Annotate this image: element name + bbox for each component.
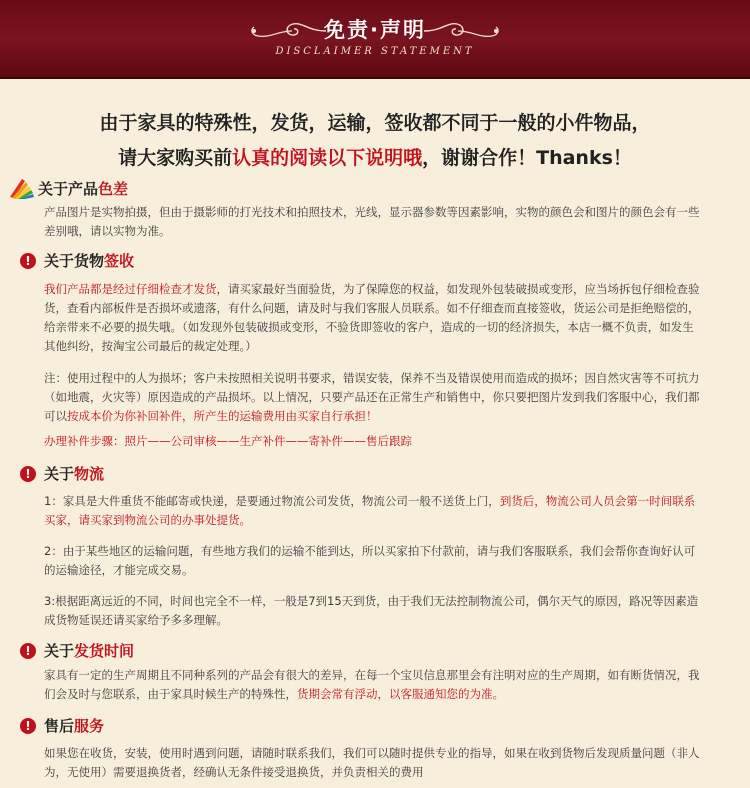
goods-p3-highlight: 办理补件步骤：照片——公司审核——生产补件——寄补件——售后跟踪 [44,434,412,448]
warning-icon: ! [20,643,36,659]
shipping-p1-highlight: 货期会常有浮动，以客服通知您的为准。 [297,687,504,701]
goods-p2-text: 注：使用过程中的人为损坏；客户未按照相关说明书要求，错误安装，保养不当及错误使用而造成的损坏；因自然灾害等不可抗力（如地震，火灾等）原因造成的产品损坏。以上情况，只要产品还在正常生产和销售中，你只要把图片发到我们客服中心，我们都可以 [44,371,700,423]
section-title-shipping-accent: 发货时间 [74,642,135,660]
section-title-goods [20,250,134,271]
intro-line-1: 由于家具的特殊性，发货，运输，签收都不同于一般的小件物品， [99,112,651,134]
goods-paragraph-3 [44,432,704,451]
goods-paragraph-2 [44,369,704,426]
logistics-paragraph-1 [44,492,704,530]
section-title-color [20,177,128,199]
intro-line-2-a: 请大家购买前 [118,147,233,169]
goods-p1-highlight: 我们产品都是经过仔细检查才发货 [44,282,217,296]
logistics-p1-text: 1：家具是大件重货不能邮寄或快递，是要通过物流公司发货，物流公司一般不送货上门， [44,494,500,508]
goods-p1-text: ，请买家最好当面验货，为了保障您的权益，如发现外包装破损或变形，应当场拆包仔细检查验货，查看内部板件是否损坏或遗落，有什么问题，请及时与我们客服人员联系。如不仔细查而直接签收，货运公司是拒绝赔偿的，给亲带来不必要的损失哦。（如发现外包装破损或变形，不验货即签收的客户，造成的一切的经济损失，本店一概不负责，如发生其他纠纷，按淘宝公司最后的裁定处理。） [44,282,700,353]
section-title-shipping-text: 关于 [44,642,75,660]
section-title-shipping [20,640,134,661]
section-title-logistics-accent: 物流 [74,465,105,483]
warning-icon: ! [20,718,36,734]
logistics-paragraph-2: 2：由于某些地区的运输问题，有些地方我们的运输不能到达，所以买家拍下付款前，请与我们客服联系，我们会帮你查询好认可的运输途径，才能完成交易。 [44,544,696,577]
section-title-goods-text: 关于货物 [44,252,105,270]
section-title-logistics-text: 关于 [44,465,75,483]
shipping-p1-text: 家具有一定的生产周期且不同种系列的产品会有很大的差异，在每一个宝贝信息那里会有注明对应的生产周期，如有断货情况，我们会及时与您联系，由于家具时候生产的特殊性， [44,668,700,701]
page-subtitle: DISCLAIMER STATEMENT [275,46,475,57]
after-sales-paragraph: 如果您在收货，安装，使用时遇到问题，请随时联系我们，我们可以随时提供专业的指导，如果在收到货物后发现质量问题（非人为，无使用）需要退换货者，经确认无条件接受退换货，并负责相关的费用 [44,746,700,779]
warning-icon: ! [20,466,36,482]
section-title-goods-accent: 签收 [104,252,135,270]
logistics-paragraph-3: 3:根据距离远近的不同，时间也完全不一样，一般是7到15天到货，由于我们无法控制物流公司，偶尔天气的原因，路况等因素造成货物延误还请买家给予多多理解。 [44,594,699,627]
intro-line-2-highlight: 认真的阅读以下说明哦 [232,147,423,169]
header-banner [0,0,750,79]
section-title-color-text: 关于产品 [38,179,99,198]
shipping-paragraph [44,666,704,704]
section-title-after-sales [20,715,104,736]
logistics-p1-highlight: 到货后，物流公司人员会第一时间联系买家，请买家到物流公司的办事处提货。 [44,494,696,527]
goods-paragraph-1 [44,280,704,356]
ornament-right-icon [422,18,502,44]
section-title-color-accent: 色差 [98,179,129,198]
section-title-after-accent: 服务 [74,717,105,735]
section-title-logistics [20,463,104,484]
goods-p2-highlight: 按成本价为你补回补件，所产生的运输费用由买家自行承担！ [67,409,378,423]
intro-line-2-b: ，谢谢合作！Thanks！ [422,147,632,169]
section-title-after-text: 售后 [44,717,75,735]
warning-icon: ! [20,253,36,269]
page-title: 免责·声明 [324,18,426,42]
intro-line-2 [0,143,750,170]
color-palette-icon [8,177,34,199]
color-paragraph: 产品图片是实物拍摄，但由于摄影师的打光技术和拍照技术，光线，显示器参数等因素影响，实物的颜色会和图片的颜色会有一些差别哦，请以实物为准。 [44,205,700,238]
